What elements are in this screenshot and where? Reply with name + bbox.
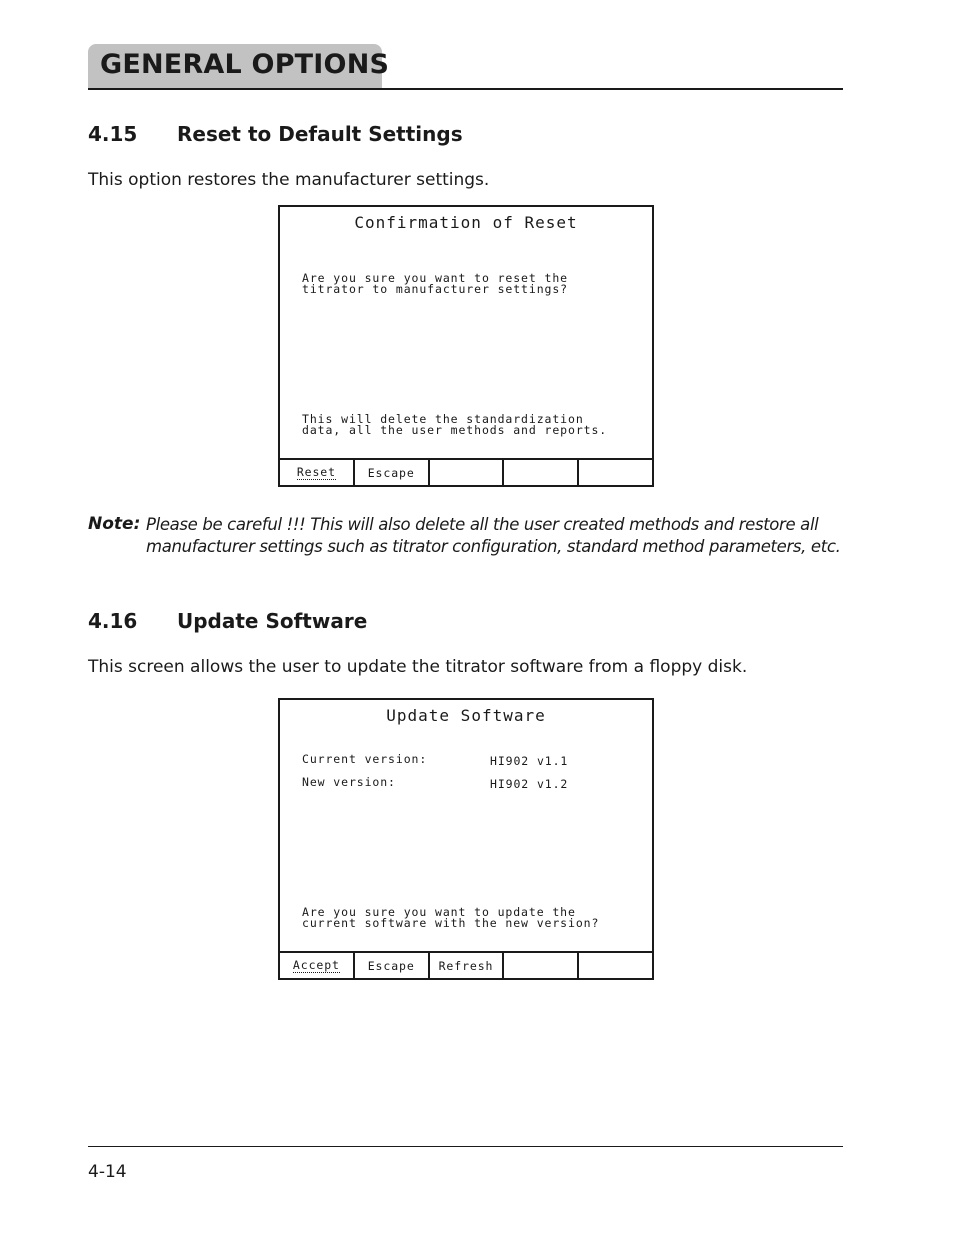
page-title: GENERAL OPTIONS [100,49,390,80]
update-software-screen [278,698,654,980]
screen-title: Update Software [386,706,546,725]
empty-key[interactable] [579,460,652,485]
screen-warning-line: data, all the user methods and reports. [302,423,608,437]
new-version-label: New version: [302,775,396,789]
function-key-bar [280,458,652,485]
screen-warning-line: This will delete the standardization [302,412,584,426]
reset-confirmation-screen [278,205,654,487]
screen-question-line: Are you sure you want to reset the [302,271,569,285]
note-label: Note: [88,514,141,534]
screen-title: Confirmation of Reset [354,213,578,232]
refresh-key[interactable]: Refresh [430,953,505,978]
accept-key[interactable]: Accept [280,953,355,978]
section-number: 4.15 [88,122,138,146]
empty-key[interactable] [579,953,652,978]
escape-key[interactable]: Escape [355,460,430,485]
reset-key[interactable]: Reset [280,460,355,485]
screen-question-line: titrator to manufacturer settings? [302,282,569,296]
section-title: Reset to Default Settings [177,122,463,146]
empty-key[interactable] [504,953,579,978]
empty-key[interactable] [430,460,505,485]
current-version-value: HI902 v1.1 [490,754,569,768]
screen-question-line: current software with the new version? [302,916,600,930]
note-text-line: manufacturer settings such as titrator configuration, standard method parameters, etc. [146,537,841,556]
page-number: 4-14 [88,1162,127,1182]
current-version-label: Current version: [302,752,428,766]
new-version-value: HI902 v1.2 [490,777,569,791]
section-number: 4.16 [88,609,138,633]
section-intro: This option restores the manufacturer settings. [88,170,490,190]
note-text-line: Please be careful !!! This will also delete all the user created methods and restore all [146,515,819,534]
escape-key[interactable]: Escape [355,953,430,978]
function-key-bar [280,951,652,978]
empty-key[interactable] [504,460,579,485]
screen-question-line: Are you sure you want to update the [302,905,576,919]
section-intro: This screen allows the user to update the titrator software from a floppy disk. [88,657,748,677]
section-title: Update Software [177,609,368,633]
header-divider [88,88,843,90]
footer-divider [88,1146,843,1147]
